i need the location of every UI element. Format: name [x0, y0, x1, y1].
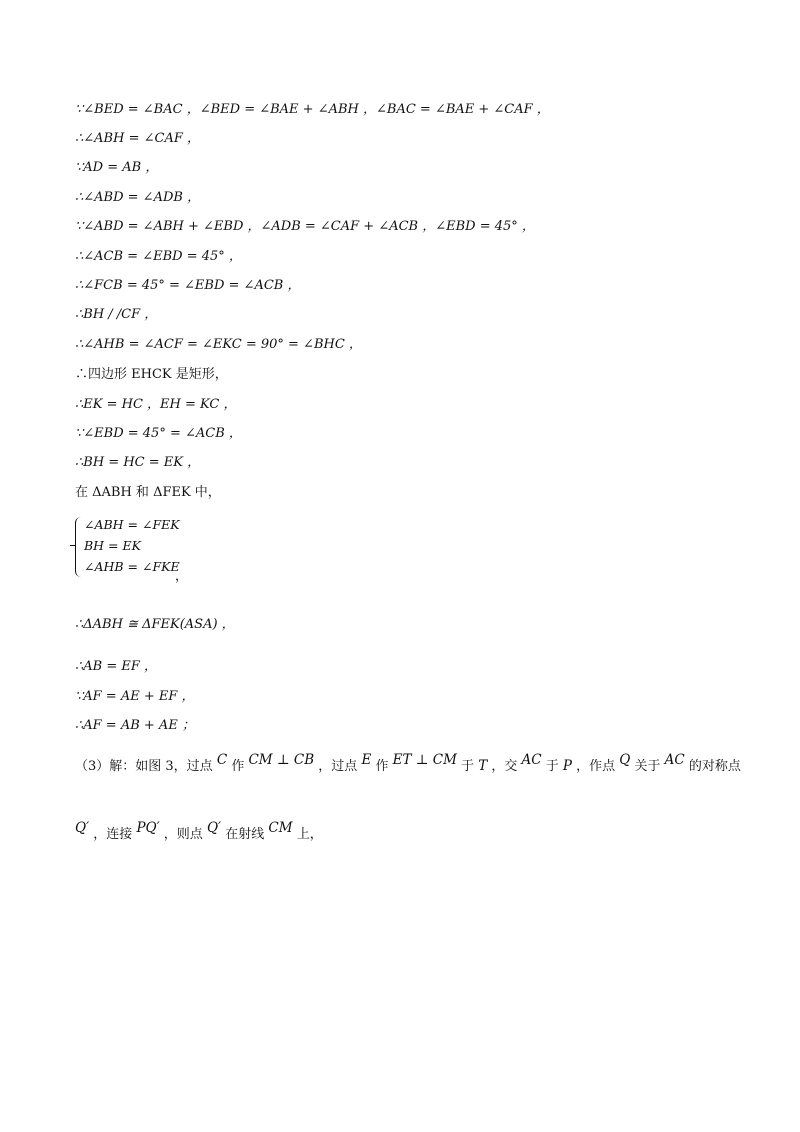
segment-ac: AC — [521, 752, 542, 768]
proof-line: ∵∠EBD = 45° = ∠ACB ， — [75, 426, 242, 441]
proof-line: 在 ΔABH 和 ΔFEK 中， — [75, 485, 221, 500]
point-p: P — [562, 758, 572, 774]
proof-line: ∵AF = AE + EF ， — [75, 689, 195, 704]
part3-text: ，交 — [491, 759, 518, 774]
part3-text: ，则点 — [163, 827, 203, 842]
part3-text: ，过点 — [318, 759, 358, 774]
proof-line: ∴∠ABD = ∠ADB ， — [75, 190, 201, 205]
part3-text: 关于 — [634, 759, 661, 774]
point-c: C — [216, 752, 228, 768]
proof-line: ∴AB = EF ， — [75, 659, 158, 674]
system-row: ∠ABH = ∠FEK — [84, 517, 180, 532]
part3-text: 在射线 — [225, 827, 265, 842]
perpendicular-expression: ET ⊥ CM — [392, 752, 457, 768]
equation-system — [75, 517, 275, 583]
proof-line: ∴∠ACB = ∠EBD = 45° ， — [75, 249, 242, 264]
proof-line: ∴∠FCB = 45° = ∠EBD = ∠ACB ， — [75, 278, 301, 293]
point-q: Q — [619, 752, 631, 768]
proof-line: ∵AD = AB ， — [75, 160, 159, 175]
point-e: E — [361, 752, 372, 768]
part3-text: 于 — [461, 759, 475, 774]
system-comma: ， — [175, 569, 189, 584]
proof-line: ∵∠ABD = ∠ABH + ∠EBD ，∠ADB = ∠CAF + ∠ACB ，∠EBD = 45° ， — [75, 219, 535, 234]
part3-text: 作 — [231, 759, 245, 774]
part3-paragraph-continued — [75, 820, 323, 842]
point-q-prime: Q′ — [75, 820, 90, 836]
proof-line: ∴EK = HC ，EH = KC ， — [75, 397, 237, 412]
part3-paragraph — [75, 752, 741, 774]
proof-line: ∵∠BED = ∠BAC ，∠BED = ∠BAE + ∠ABH ，∠BAC = ∠BAE + ∠CAF ， — [75, 102, 550, 117]
left-brace-tip — [70, 545, 76, 550]
left-brace — [75, 517, 83, 577]
perpendicular-expression: CM ⊥ CB — [248, 752, 315, 768]
ray-cm: CM — [268, 820, 293, 836]
part3-text: 上， — [296, 827, 323, 842]
part3-text: （3）解：如图 3，过点 — [75, 759, 213, 774]
point-q-prime: Q′ — [206, 820, 222, 836]
proof-line: ∴ΔABH ≅ ΔFEK(ASA) ， — [75, 617, 235, 632]
proof-line: ∴BH = HC = EK ， — [75, 455, 201, 470]
part3-text: ，作点 — [576, 759, 616, 774]
system-row: ∠AHB = ∠FKE — [84, 559, 180, 574]
proof-line: ∴∠ABH = ∠CAF ， — [75, 131, 200, 146]
part3-text: ，连接 — [93, 827, 133, 842]
proof-line: ∴四边形 EHCK 是矩形， — [75, 367, 228, 382]
proof-line: ∴∠AHB = ∠ACF = ∠EKC = 90° = ∠BHC ， — [75, 337, 362, 352]
part3-text: 于 — [545, 759, 559, 774]
proof-line: ∴BH / /CF ， — [75, 307, 158, 322]
proof-line: ∴AF = AB + AE ； — [75, 718, 195, 733]
point-t: T — [478, 758, 488, 774]
part3-text: 的对称点 — [688, 759, 741, 774]
part3-text: 作 — [375, 759, 389, 774]
segment-pq-prime: PQ′ — [136, 820, 160, 836]
segment-ac: AC — [664, 752, 685, 768]
system-row: BH = EK — [84, 538, 141, 553]
